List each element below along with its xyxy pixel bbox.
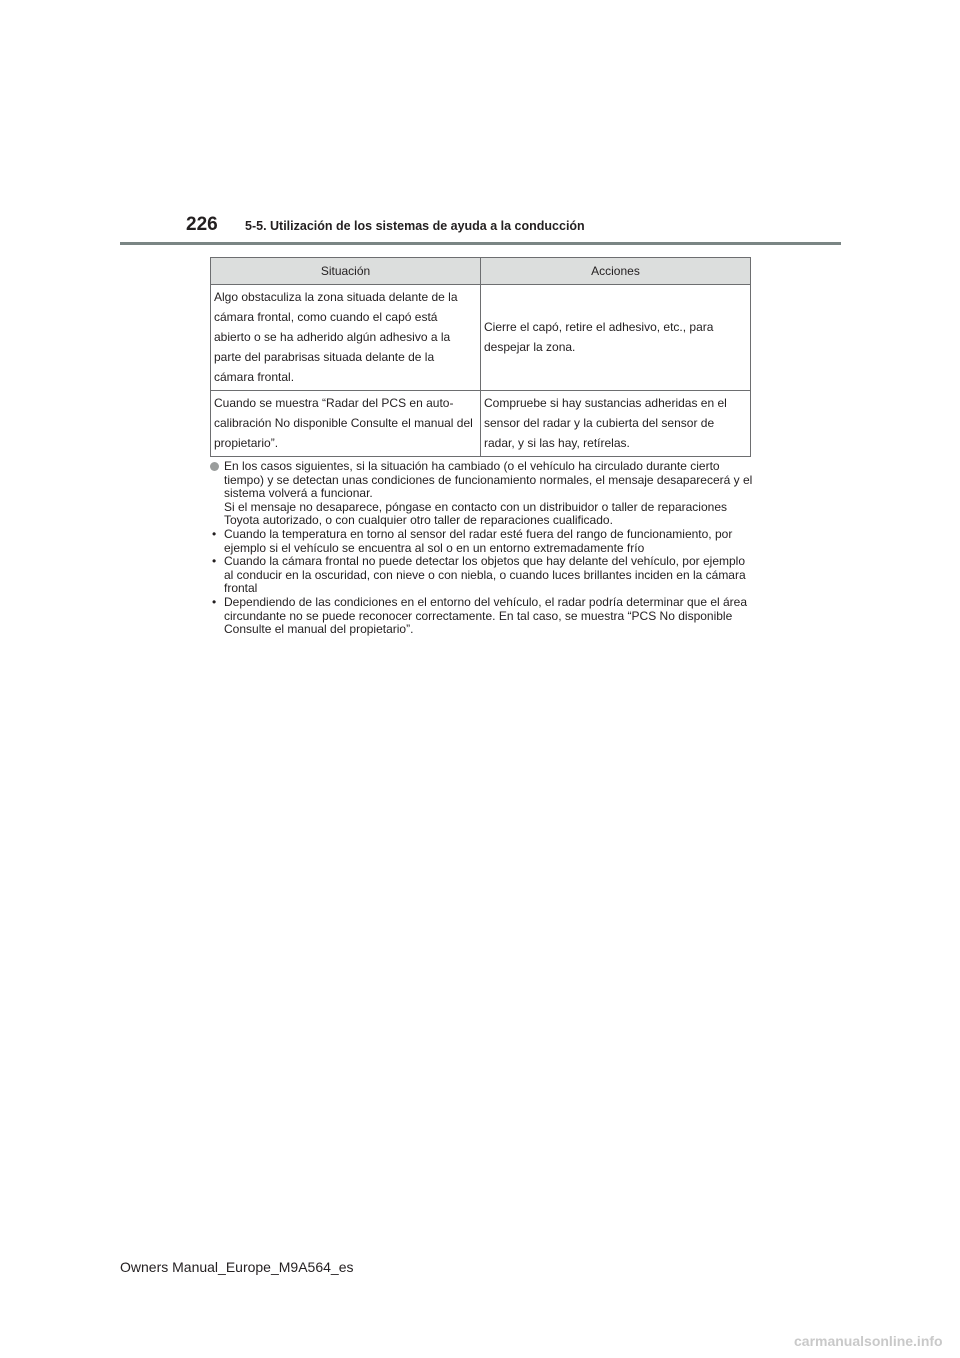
- list-item-text: Cuando la cámara frontal no puede detectar los objetos que hay delante del vehículo, por ejemplo al conducir en la oscuridad, con nieve o con niebla, o cuando luces brillantes inciden en la cámara frontal: [224, 554, 746, 596]
- header-situation: Situación: [211, 258, 481, 285]
- header-rule: [120, 242, 841, 245]
- situation-cell: Algo obstaculiza la zona situada delante de la cámara frontal, como cuando el capó está abierto o se ha adherido algún adhesivo a la parte del parabrisas situada delante de la cámara frontal.: [211, 285, 481, 391]
- table-header-row: [211, 258, 751, 285]
- situation-cell: Cuando se muestra “Radar del PCS en auto-calibración No disponible Consulte el manual del propietario”.: [211, 391, 481, 457]
- list-mark: •: [212, 594, 217, 609]
- watermark: carmanualsonline.info: [794, 1333, 943, 1349]
- list-item: [210, 596, 755, 637]
- section-title: 5-5. Utilización de los sistemas de ayuda a la conducción: [245, 219, 585, 233]
- list-item: [210, 555, 755, 596]
- action-cell: Compruebe si hay sustancias adheridas en el sensor del radar y la cubierta del sensor de radar, y si las hay, retírelas.: [481, 391, 751, 457]
- header-actions: Acciones: [481, 258, 751, 285]
- bullet-dot-icon: [210, 462, 219, 471]
- condition-list: [210, 528, 755, 637]
- note-paragraph-contact: Si el mensaje no desaparece, póngase en contacto con un distribuidor o taller de reparaciones Toyota autorizado, o con cualquier otro taller de reparaciones cualificado.: [224, 499, 727, 528]
- list-item-text: Dependiendo de las condiciones en el entorno del vehículo, el radar podría determinar que el área circundante no se puede reconocer correctamente. En tal caso, se muestra “PCS No disponible Consulte el manual del propietario”.: [224, 594, 748, 637]
- note-bullet: [210, 460, 755, 528]
- note-paragraph: En los casos siguientes, si la situación ha cambiado (o el vehículo ha circulado durante cierto tiempo) y se detectan unas condiciones de funcionamiento normales, el mensaje desaparecerá y el sistema volverá a funcionar.: [224, 459, 753, 501]
- page-number: 226: [186, 214, 218, 235]
- list-mark: •: [212, 554, 217, 569]
- footer-text: Owners Manual_Europe_M9A564_es: [120, 1259, 354, 1275]
- list-mark: •: [212, 526, 217, 541]
- table-row: [211, 285, 751, 391]
- list-item: [210, 528, 755, 555]
- notes-section: [210, 460, 755, 637]
- situation-action-table: [210, 257, 751, 457]
- action-cell: Cierre el capó, retire el adhesivo, etc., para despejar la zona.: [481, 285, 751, 391]
- table-row: [211, 391, 751, 457]
- list-item-text: Cuando la temperatura en torno al sensor del radar esté fuera del rango de funcionamiento, por ejemplo si el vehículo se encuentra al sol o en un entorno extremadamente frío: [224, 526, 733, 555]
